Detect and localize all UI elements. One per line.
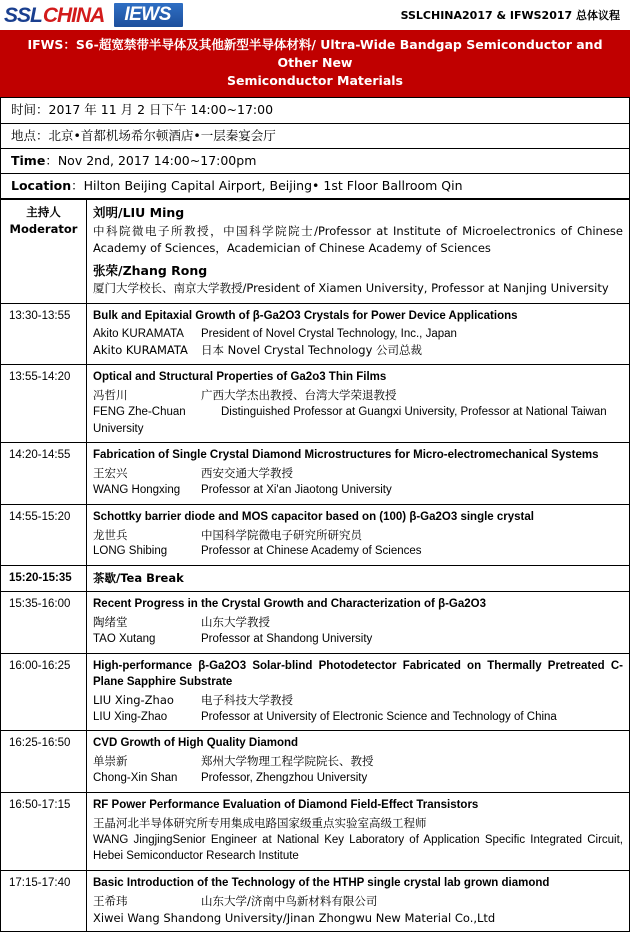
session-title: Basic Introduction of the Technology of the HTHP single crystal lab grown diamond [93, 876, 550, 889]
speaker-name: LIU Xing-Zhao [93, 693, 174, 707]
break-label: 茶歇/Tea Break [87, 566, 630, 592]
speaker-name: Akito KURAMATA [93, 343, 188, 358]
session-speaker: Xiwei Wang Shandong University/Jinan Zhongwu New Material Co.,Ltd [93, 910, 496, 925]
speaker-name: 王希玮 [93, 893, 128, 908]
session-speaker [93, 543, 623, 560]
speaker-affiliation: 中国科学院微电子研究所研究员 [201, 527, 362, 542]
speaker-name: 王宏兴 [93, 466, 128, 481]
speaker-name: LONG Shibing [93, 545, 168, 558]
session-title: RF Power Performance Evaluation of Diamond Field-Effect Transistors [93, 798, 479, 811]
session-time: 16:50-17:15 [1, 792, 87, 870]
session-speaker [93, 387, 623, 404]
table-row [1, 443, 630, 504]
event-place-en-label: Location [11, 178, 72, 194]
moderator-detail-cell [87, 200, 630, 303]
speaker-name: TAO Xutang [93, 633, 156, 646]
page-header [0, 0, 630, 30]
session-time: 14:20-14:55 [1, 443, 87, 504]
session-speaker [93, 465, 623, 482]
speaker-affiliation: 广西大学杰出教授、台湾大学荣退教授 [201, 388, 397, 403]
session-time: 15:35-16:00 [1, 592, 87, 653]
logo-china-text: CHINA [42, 3, 105, 27]
session-title: Recent Progress in the Crystal Growth and Characterization of β-Ga2O3 [93, 598, 486, 611]
table-row [1, 365, 630, 443]
speaker-name: 陶绪堂 [93, 615, 128, 630]
table-row [1, 653, 630, 731]
event-info-box [0, 97, 630, 199]
session-speaker [93, 527, 623, 544]
session-title: Fabrication of Single Crystal Diamond Microstructures for Micro-electromechanical Systems [93, 449, 599, 462]
speaker-affiliation: President of Novel Crystal Technology, Inc., Japan [201, 327, 457, 340]
speaker-affiliation: 郑州大学物理工程学院院长、教授 [201, 754, 374, 769]
moderator-label-cell [1, 200, 87, 303]
session-time: 14:55-15:20 [1, 504, 87, 565]
session-title: Optical and Structural Properties of Ga2o3 Thin Films [93, 371, 387, 384]
session-speaker [93, 893, 623, 910]
logo-ssl-text: SSL [4, 3, 42, 27]
table-row [1, 303, 630, 364]
schedule-body [1, 200, 630, 932]
table-row [1, 731, 630, 792]
speaker-name: LIU Xing-Zhao [93, 710, 168, 723]
event-time-en-label: Time [11, 152, 46, 168]
session-time: 13:55-14:20 [1, 365, 87, 443]
speaker-name: 单崇新 [93, 754, 128, 769]
speaker-affiliation: 日本 Novel Crystal Technology 公司总裁 [201, 343, 423, 358]
speaker-affiliation: 山东大学教授 [201, 615, 270, 630]
speaker-affiliation: Professor, Zhengzhou University [201, 772, 368, 785]
session-speaker [93, 631, 623, 648]
schedule-table [0, 199, 630, 932]
session-title: High-performance β-Ga2O3 Solar-blind Photodetector Fabricated on Thermally Pretreated C-Plane Sapphire Substrate [93, 659, 623, 688]
session-detail [87, 504, 630, 565]
iews-logo: IEWS [114, 3, 183, 28]
session-detail [87, 592, 630, 653]
speaker-affiliation: Professor at Shandong University [201, 633, 373, 646]
table-row [1, 792, 630, 870]
moderator-label-en: Moderator [9, 221, 78, 236]
event-place-cn: 地点：北京•首都机场希尔顿酒店•一层秦宴会厅 [1, 124, 629, 149]
table-row [1, 870, 630, 931]
session-title: Schottky barrier diode and MOS capacitor based on (100) β-Ga2O3 single crystal [93, 510, 534, 523]
session-speaker [93, 770, 623, 787]
session-detail [87, 653, 630, 731]
event-place-en [1, 174, 629, 199]
event-time-en-value: ：Nov 2nd, 2017 14:00~17:00pm [45, 152, 257, 168]
session-speaker [93, 614, 623, 631]
session-time: 13:30-13:55 [1, 303, 87, 364]
speaker-affiliation: Professor at Xi'an Jiaotong University [201, 483, 392, 496]
session-speaker [93, 404, 623, 437]
session-speaker [93, 709, 623, 726]
moderator-label-cn: 主持人 [26, 205, 61, 220]
session-title: Bulk and Epitaxial Growth of β-Ga2O3 Crystals for Power Device Applications [93, 309, 518, 322]
session-detail [87, 731, 630, 792]
page-title: SSLCHINA2017 & IFWS2017 总体议程 [400, 9, 620, 22]
session-detail [87, 443, 630, 504]
break-row [1, 566, 630, 592]
event-time-cn: 时间：2017 年 11 月 2 日下午 14:00~17:00 [1, 98, 629, 123]
event-place-en-value: ：Hilton Beijing Capital Airport, Beijing• 1st Floor Ballroom Qin [71, 178, 463, 194]
moderator-name: 张荣/Zhang Rong [93, 262, 208, 278]
session-detail [87, 792, 630, 870]
logo-group [4, 3, 183, 28]
moderator-affiliation: 中科院微电子所教授，中国科学院院士/Professor at Institute of Microelectronics of Chinese Academy of Sciences，Academician of Chinese Academy of Sciences [93, 224, 623, 256]
session-speaker [93, 482, 623, 499]
speaker-name: Chong-Xin Shan [93, 772, 178, 785]
session-banner-line1: IFWS：S6-超宽禁带半导体及其他新型半导体材料/ Ultra-Wide Bandgap Semiconductor and Other New [27, 37, 603, 71]
session-banner [0, 30, 630, 97]
session-title: CVD Growth of High Quality Diamond [93, 737, 299, 750]
speaker-name: Akito KURAMATA [93, 327, 184, 340]
sslchina-logo [4, 5, 104, 26]
speaker-affiliation: Distinguished Professor at Guangxi University, Professor at National Taiwan University [93, 405, 607, 435]
session-time: 16:25-16:50 [1, 731, 87, 792]
session-speaker: 王晶河北半导体研究所专用集成电路国家级重点实验室高级工程师 [93, 815, 427, 830]
session-speaker [93, 326, 623, 343]
break-time: 15:20-15:35 [1, 566, 87, 592]
session-speaker [93, 342, 623, 359]
session-speaker [93, 753, 623, 770]
speaker-affiliation: Professor at University of Electronic Science and Technology of China [201, 710, 557, 723]
moderator-name: 刘明/LIU Ming [93, 205, 185, 221]
session-time: 16:00-16:25 [1, 653, 87, 731]
session-speaker [93, 692, 623, 709]
session-detail [87, 303, 630, 364]
moderator-row [1, 200, 630, 303]
speaker-name: FENG Zhe-Chuan [93, 405, 186, 418]
session-banner-line2: Semiconductor Materials [227, 73, 403, 89]
table-row [1, 592, 630, 653]
speaker-name: WANG Hongxing [93, 483, 181, 496]
moderator-affiliation: 厦门大学校长、南京大学教授/President of Xiamen University, Professor at Nanjing University [93, 281, 609, 296]
speaker-affiliation: 西安交通大学教授 [201, 466, 293, 481]
speaker-affiliation: 山东大学/济南中鸟新材料有限公司 [201, 893, 378, 908]
event-time-en [1, 149, 629, 174]
speaker-affiliation: Professor at Chinese Academy of Sciences [201, 545, 422, 558]
table-row [1, 504, 630, 565]
speaker-name: 冯哲川 [93, 388, 128, 403]
speaker-name: 龙世兵 [93, 527, 128, 542]
session-detail [87, 365, 630, 443]
session-detail [87, 870, 630, 931]
session-speaker: WANG JingjingSenior Engineer at National Key Laboratory of Application Specific Integrated Circuit, Hebei Semiconductor Research Institute [93, 833, 623, 863]
session-time: 17:15-17:40 [1, 870, 87, 931]
speaker-affiliation: 电子科技大学教授 [201, 693, 293, 707]
